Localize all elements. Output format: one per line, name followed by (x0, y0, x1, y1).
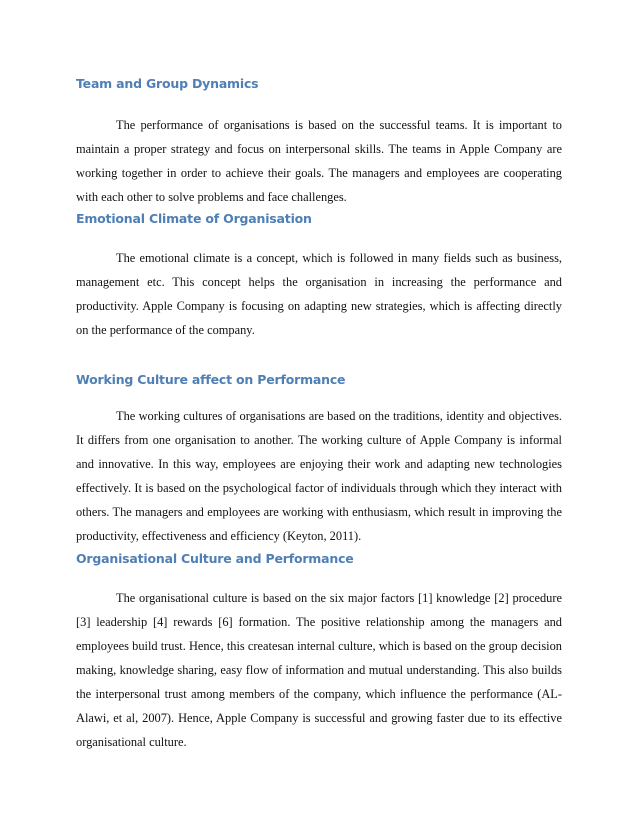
section-body-emotional-climate: The emotional climate is a concept, which is followed in many fields such as business, management etc. This concept helps the organisation in increasing the performance and productivity. Apple Company is focusing on adapting new strategies, which is affecting directly on the performance of the company. (76, 251, 562, 337)
section-heading-organisational-culture: Organisational Culture and Performance (76, 551, 354, 566)
section-body-team-dynamics: The performance of organisations is based on the successful teams. It is important to maintain a proper strategy and focus on interpersonal skills. The teams in Apple Company are working together in order to achieve their goals. The managers and employees are cooperating with each other to solve problems and face challenges. (76, 118, 562, 204)
section-body-working-culture: The working cultures of organisations are based on the traditions, identity and objectives. It differs from one organisation to another. The working culture of Apple Company is informal and innovative. In this way, employees are enjoying their work and adapting new technologies effectively. It is based on the psychological factor of individuals through which they interact with others. The managers and employees are working with enthusiasm, which result in improving the productivity, effectiveness and efficiency (Keyton, 2011). (76, 409, 562, 543)
section-heading-working-culture: Working Culture affect on Performance (76, 372, 346, 387)
section-body-organisational-culture: The organisational culture is based on the six major factors [1] knowledge [2] procedure [3] leadership [4] rewards [6] formation. The positive relationship among the managers and employees build trust. Hence, this createsan internal culture, which is based on the group decision making, knowledge sharing, easy flow of information and mutual understanding. This also builds the interpersonal trust among members of the company, which influence the performance (AL-Alawi, et al, 2007). Hence, Apple Company is successful and growing faster due to its effective organisational culture. (76, 591, 562, 749)
section-heading-team-dynamics: Team and Group Dynamics (76, 76, 259, 91)
section-heading-emotional-climate: Emotional Climate of Organisation (76, 211, 312, 226)
